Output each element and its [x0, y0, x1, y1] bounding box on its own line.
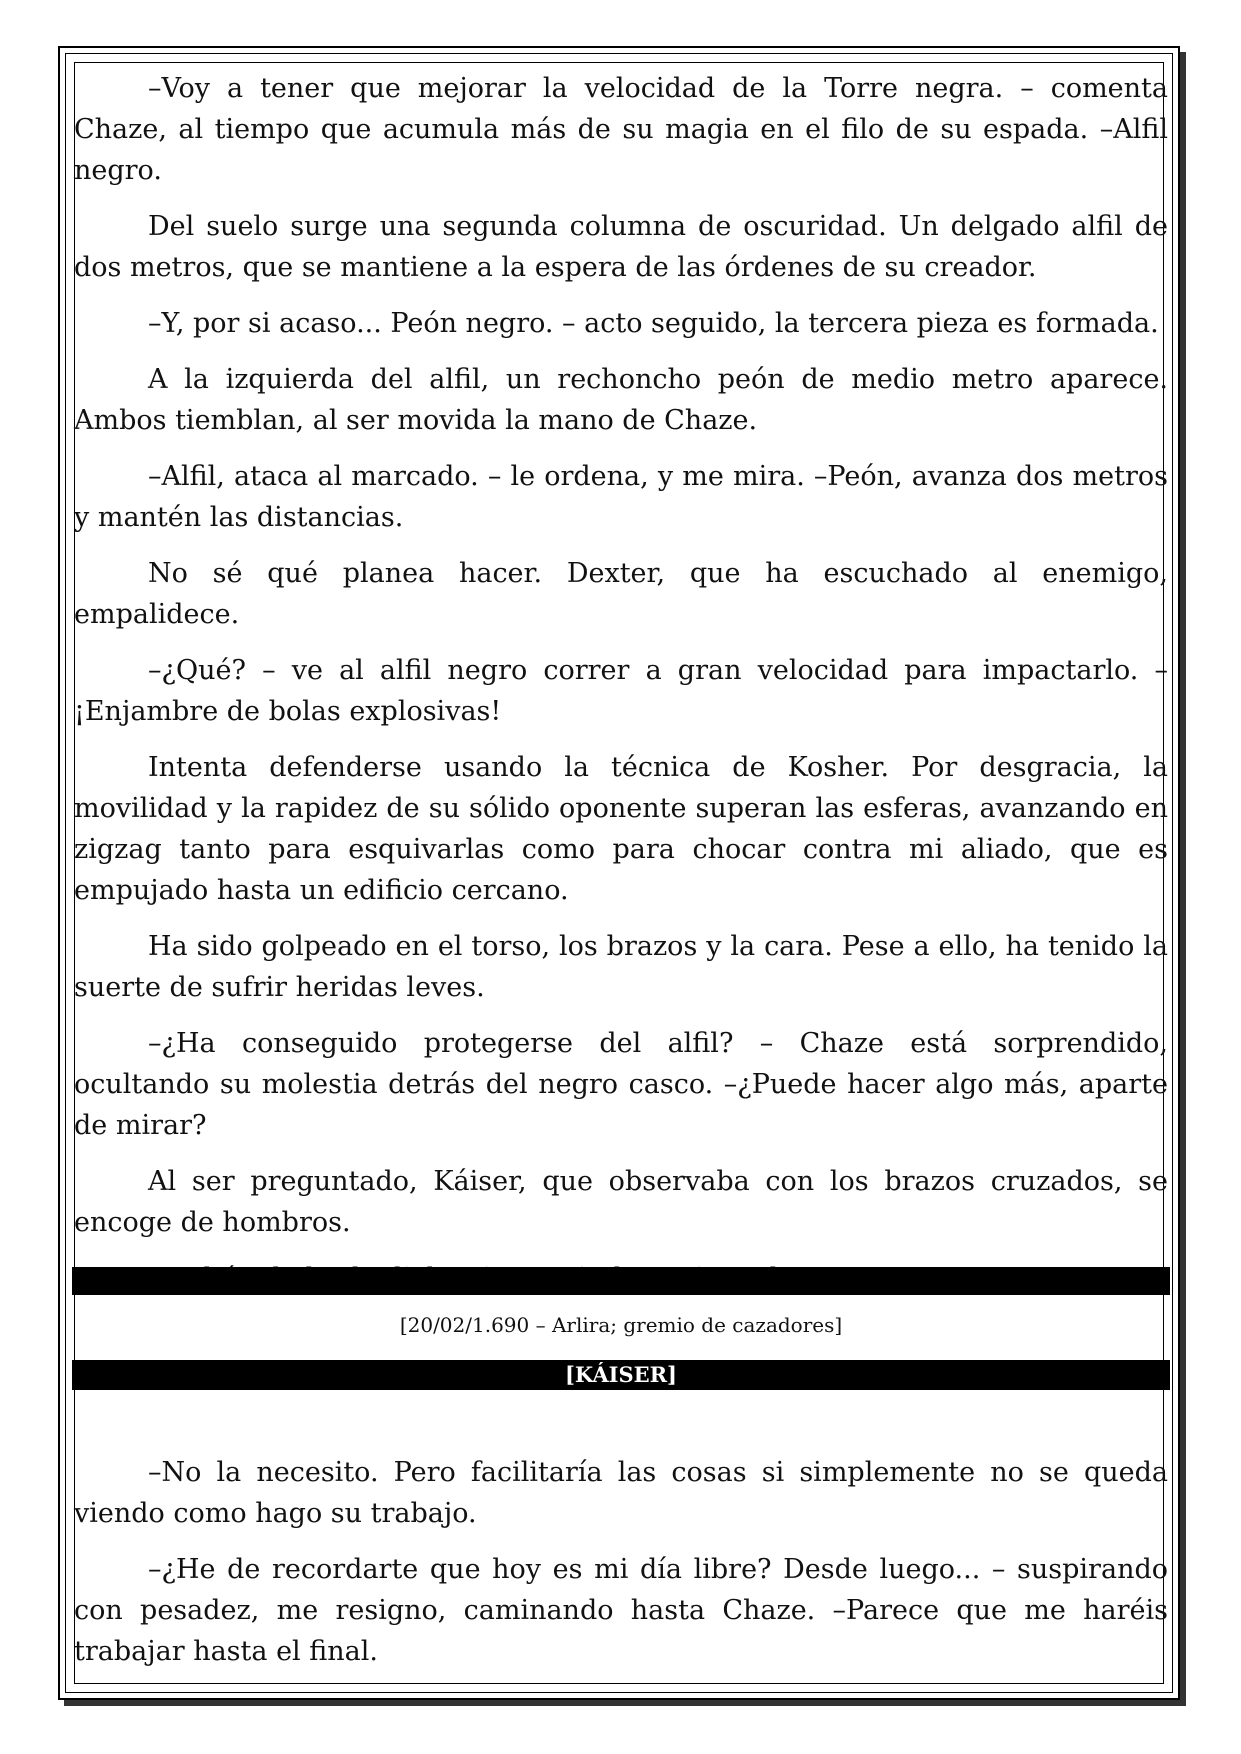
scene-date-location: [20/02/1.690 – Arlira; gremio de cazadores] — [399, 1313, 843, 1337]
paragraph: Intenta defenderse usando la técnica de Kosher. Por desgracia, la movilidad y la rapidez de su sólido oponente superan las esferas, avanzando en zigzag tanto para esquivarlas como para chocar contra mi aliado, que es empujado hasta un edificio cercano. — [74, 752, 1168, 906]
paragraph: –¿Qué? – ve al alfil negro correr a gran velocidad para impactarlo. –¡Enjambre de bolas explosivas! — [74, 655, 1168, 727]
paragraph: –¿Ha conseguido protegerse del alfil? – Chaze está sorprendido, ocultando su molestia detrás del negro casco. –¿Puede hacer algo más, aparte de mirar? — [74, 1028, 1168, 1141]
paragraph: No sé qué planea hacer. Dexter, que ha escuchado al enemigo, empalidece. — [74, 558, 1168, 630]
text-body-top — [74, 68, 1168, 1314]
paragraph: Al ser preguntado, Káiser, que observaba con los brazos cruzados, se encoge de hombros. — [74, 1166, 1168, 1238]
pov-header: [KÁISER] — [72, 1360, 1170, 1390]
text-body-bottom — [74, 1452, 1168, 1687]
paragraph: Ha sido golpeado en el torso, los brazos y la cara. Pese a ello, ha tenido la suerte de sufrir heridas leves. — [74, 931, 1168, 1003]
paragraph: –Voy a tener que mejorar la velocidad de la Torre negra. – comenta Chaze, al tiempo que acumula más de su magia en el filo de su espada. –Alfil negro. — [74, 73, 1168, 186]
paragraph: –No la necesito. Pero facilitaría las cosas si simplemente no se queda viendo como hago su trabajo. — [74, 1457, 1168, 1529]
paragraph: –¿He de recordarte que hoy es mi día libre? Desde luego... – suspirando con pesadez, me resigno, caminando hasta Chaze. –Parece que me haréis trabajar hasta el final. — [74, 1554, 1168, 1667]
paragraph: –Alfil, ataca al marcado. – le ordena, y me mira. –Peón, avanza dos metros y mantén las distancias. — [74, 461, 1168, 533]
paragraph: –Y, por si acaso... Peón negro. – acto seguido, la tercera pieza es formada. — [148, 308, 1159, 339]
scene-divider-bar — [72, 1267, 1170, 1295]
paragraph: A la izquierda del alfil, un rechoncho peón de medio metro aparece. Ambos tiemblan, al ser movida la mano de Chaze. — [74, 364, 1168, 436]
paragraph: Del suelo surge una segunda columna de oscuridad. Un delgado alfil de dos metros, que se mantiene a la espera de las órdenes de su creador. — [74, 211, 1168, 283]
